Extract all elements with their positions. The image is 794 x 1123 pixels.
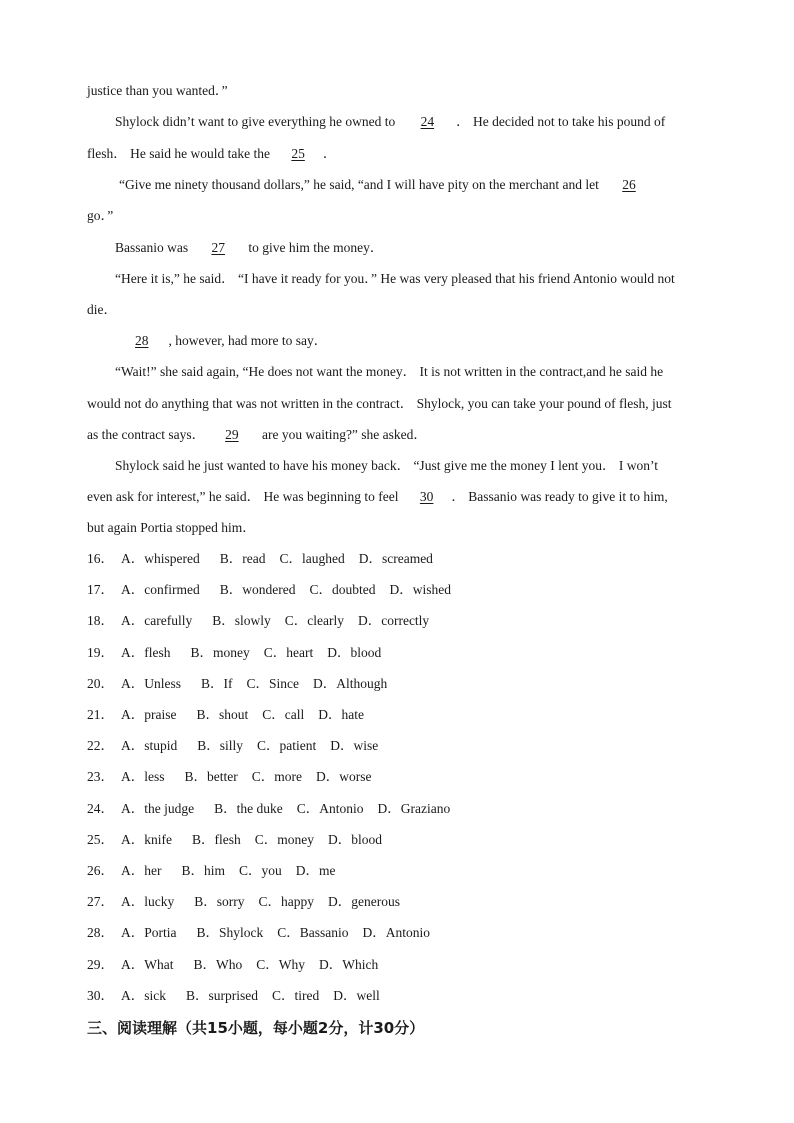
option-a[interactable]: A．knife <box>121 831 172 847</box>
question-row <box>87 987 394 1005</box>
option-c[interactable]: C．doubted <box>309 582 376 598</box>
option-b[interactable]: B．the duke <box>214 800 283 816</box>
question-row <box>87 550 447 568</box>
option-c[interactable]: C．Since <box>246 675 299 691</box>
option-c[interactable]: C．Bassanio <box>277 925 349 941</box>
passage-line: would not do anything that was not written in the contract． Shylock, you can take your pound of flesh, just <box>87 396 672 411</box>
option-d[interactable]: D．correctly <box>357 613 430 629</box>
option-d[interactable]: D．Which <box>318 956 379 972</box>
option-b[interactable]: B．Who <box>193 956 243 972</box>
option-c[interactable]: C．heart <box>263 644 314 660</box>
question-row <box>87 800 464 818</box>
option-c[interactable]: C．happy <box>258 894 314 910</box>
passage-line: as the contract says． 29 are you waiting?” she asked． <box>87 427 427 442</box>
passage-line: Shylock didn’t want to give everything he owned to 24 ． He decided not to take his pound of <box>115 114 666 129</box>
option-b[interactable]: B．sorry <box>194 894 245 910</box>
option-d[interactable]: D．screamed <box>358 551 433 566</box>
option-b[interactable]: B．If <box>201 675 233 691</box>
question-row <box>87 612 443 630</box>
option-c[interactable]: C．patient <box>257 738 317 754</box>
option-c[interactable]: C．clearly <box>284 613 344 629</box>
passage-line: die． <box>87 302 117 317</box>
option-a[interactable]: A．less <box>121 769 165 785</box>
option-d[interactable]: D．well <box>333 987 380 1003</box>
question-row <box>87 862 350 880</box>
question-row <box>87 644 395 662</box>
option-d[interactable]: D．generous <box>328 894 400 910</box>
option-c[interactable]: C．Antonio <box>296 800 364 816</box>
option-c[interactable]: C．you <box>239 863 282 878</box>
option-a[interactable]: A．What <box>121 956 174 972</box>
question-number: 18． <box>87 613 114 629</box>
passage-line: justice than you wanted．” <box>87 83 228 98</box>
option-a[interactable]: A．confirmed <box>121 582 200 598</box>
option-b[interactable]: B．him <box>181 863 226 878</box>
option-b[interactable]: B．shout <box>196 707 249 722</box>
option-b[interactable]: B．slowly <box>212 613 271 629</box>
option-c[interactable]: C．call <box>262 707 305 722</box>
option-d[interactable]: D．worse <box>316 769 372 785</box>
question-number: 29． <box>87 956 114 972</box>
option-c[interactable]: C．more <box>251 769 302 785</box>
question-row <box>87 831 396 849</box>
question-number: 21． <box>87 707 114 722</box>
passage-line: go．” <box>87 208 114 223</box>
option-b[interactable]: B．Shylock <box>196 925 264 941</box>
option-b[interactable]: B．money <box>190 644 250 660</box>
question-number: 27． <box>87 894 114 910</box>
option-a[interactable]: A．Unless <box>121 675 181 691</box>
blank-27: 27 <box>211 240 225 255</box>
option-a[interactable]: A．stupid <box>121 738 178 754</box>
option-d[interactable]: D．hate <box>318 707 364 722</box>
option-b[interactable]: B．flesh <box>192 831 241 847</box>
option-c[interactable]: C．laughed <box>279 551 345 566</box>
question-number: 19． <box>87 644 114 660</box>
option-d[interactable]: D．blood <box>328 831 382 847</box>
blank-25: 25 <box>291 146 305 161</box>
question-row <box>87 893 414 911</box>
option-d[interactable]: D．Although <box>313 675 388 691</box>
passage-line: “Wait!” she said again, “He does not want the money． It is not written in the contract,and he said he <box>115 364 664 379</box>
question-number: 16． <box>87 551 114 566</box>
option-c[interactable]: C．tired <box>272 987 320 1003</box>
blank-24: 24 <box>420 114 435 129</box>
question-row <box>87 924 444 942</box>
option-a[interactable]: A．lucky <box>121 894 175 910</box>
passage-line: Bassanio was 27 to give him the money． <box>115 240 384 255</box>
passage-line: Shylock said he just wanted to have his money back． “Just give me the money I lent you． I won’t <box>115 458 659 473</box>
question-number: 30． <box>87 987 114 1003</box>
option-a[interactable]: A．the judge <box>121 800 195 816</box>
question-number: 24． <box>87 800 114 816</box>
option-b[interactable]: B．read <box>219 551 266 566</box>
question-number: 25． <box>87 831 114 847</box>
section-title: 三、阅读理解（共15小题，每小题2分，计30分） <box>87 1019 425 1037</box>
blank-30: 30 <box>419 489 434 504</box>
option-a[interactable]: A．her <box>121 863 162 878</box>
question-row <box>87 768 386 786</box>
passage-line: “Here it is,” he said． “I have it ready for you．” He was very pleased that his friend Antonio would not <box>115 271 675 286</box>
option-d[interactable]: D．Graziano <box>377 800 451 816</box>
option-b[interactable]: B．better <box>184 769 238 785</box>
question-row <box>87 706 378 724</box>
question-number: 26． <box>87 863 114 878</box>
option-d[interactable]: D．blood <box>327 644 382 660</box>
option-a[interactable]: A．whispered <box>121 551 200 566</box>
option-a[interactable]: A．sick <box>121 987 166 1003</box>
option-c[interactable]: C．Why <box>256 956 305 972</box>
question-row <box>87 956 392 974</box>
blank-28: 28 <box>135 333 149 348</box>
question-number: 23． <box>87 769 114 785</box>
question-number: 17． <box>87 582 114 598</box>
option-a[interactable]: A．carefully <box>121 613 193 629</box>
blank-26: 26 <box>622 177 636 192</box>
option-a[interactable]: A．Portia <box>121 925 177 941</box>
blank-29: 29 <box>225 427 239 442</box>
question-number: 28． <box>87 925 114 941</box>
question-row <box>87 581 465 599</box>
option-b[interactable]: B．wondered <box>219 582 296 598</box>
passage-line: flesh． He said he would take the 25 ． <box>87 146 337 161</box>
passage-line: 28 , however, had more to say． <box>115 332 740 350</box>
option-d[interactable]: D．me <box>295 863 336 878</box>
option-c[interactable]: C．money <box>254 831 314 847</box>
question-row <box>87 737 392 755</box>
question-number: 20． <box>87 675 114 691</box>
passage-line: even ask for interest,” he said． He was beginning to feel 30 ． Bassanio was ready to give it to him, <box>87 489 668 504</box>
option-d[interactable]: D．wished <box>389 582 451 598</box>
question-number: 22． <box>87 738 114 754</box>
option-a[interactable]: A．praise <box>121 707 177 722</box>
option-a[interactable]: A．flesh <box>121 644 171 660</box>
option-d[interactable]: D．Antonio <box>362 925 431 941</box>
passage-line: but again Portia stopped him． <box>87 520 256 535</box>
passage-line: “Give me ninety thousand dollars,” he said, “and I will have pity on the merchant and let 26 <box>119 176 744 194</box>
option-d[interactable]: D．wise <box>330 738 379 754</box>
option-b[interactable]: B．silly <box>197 738 244 754</box>
question-row <box>87 675 401 693</box>
option-b[interactable]: B．surprised <box>186 987 258 1003</box>
